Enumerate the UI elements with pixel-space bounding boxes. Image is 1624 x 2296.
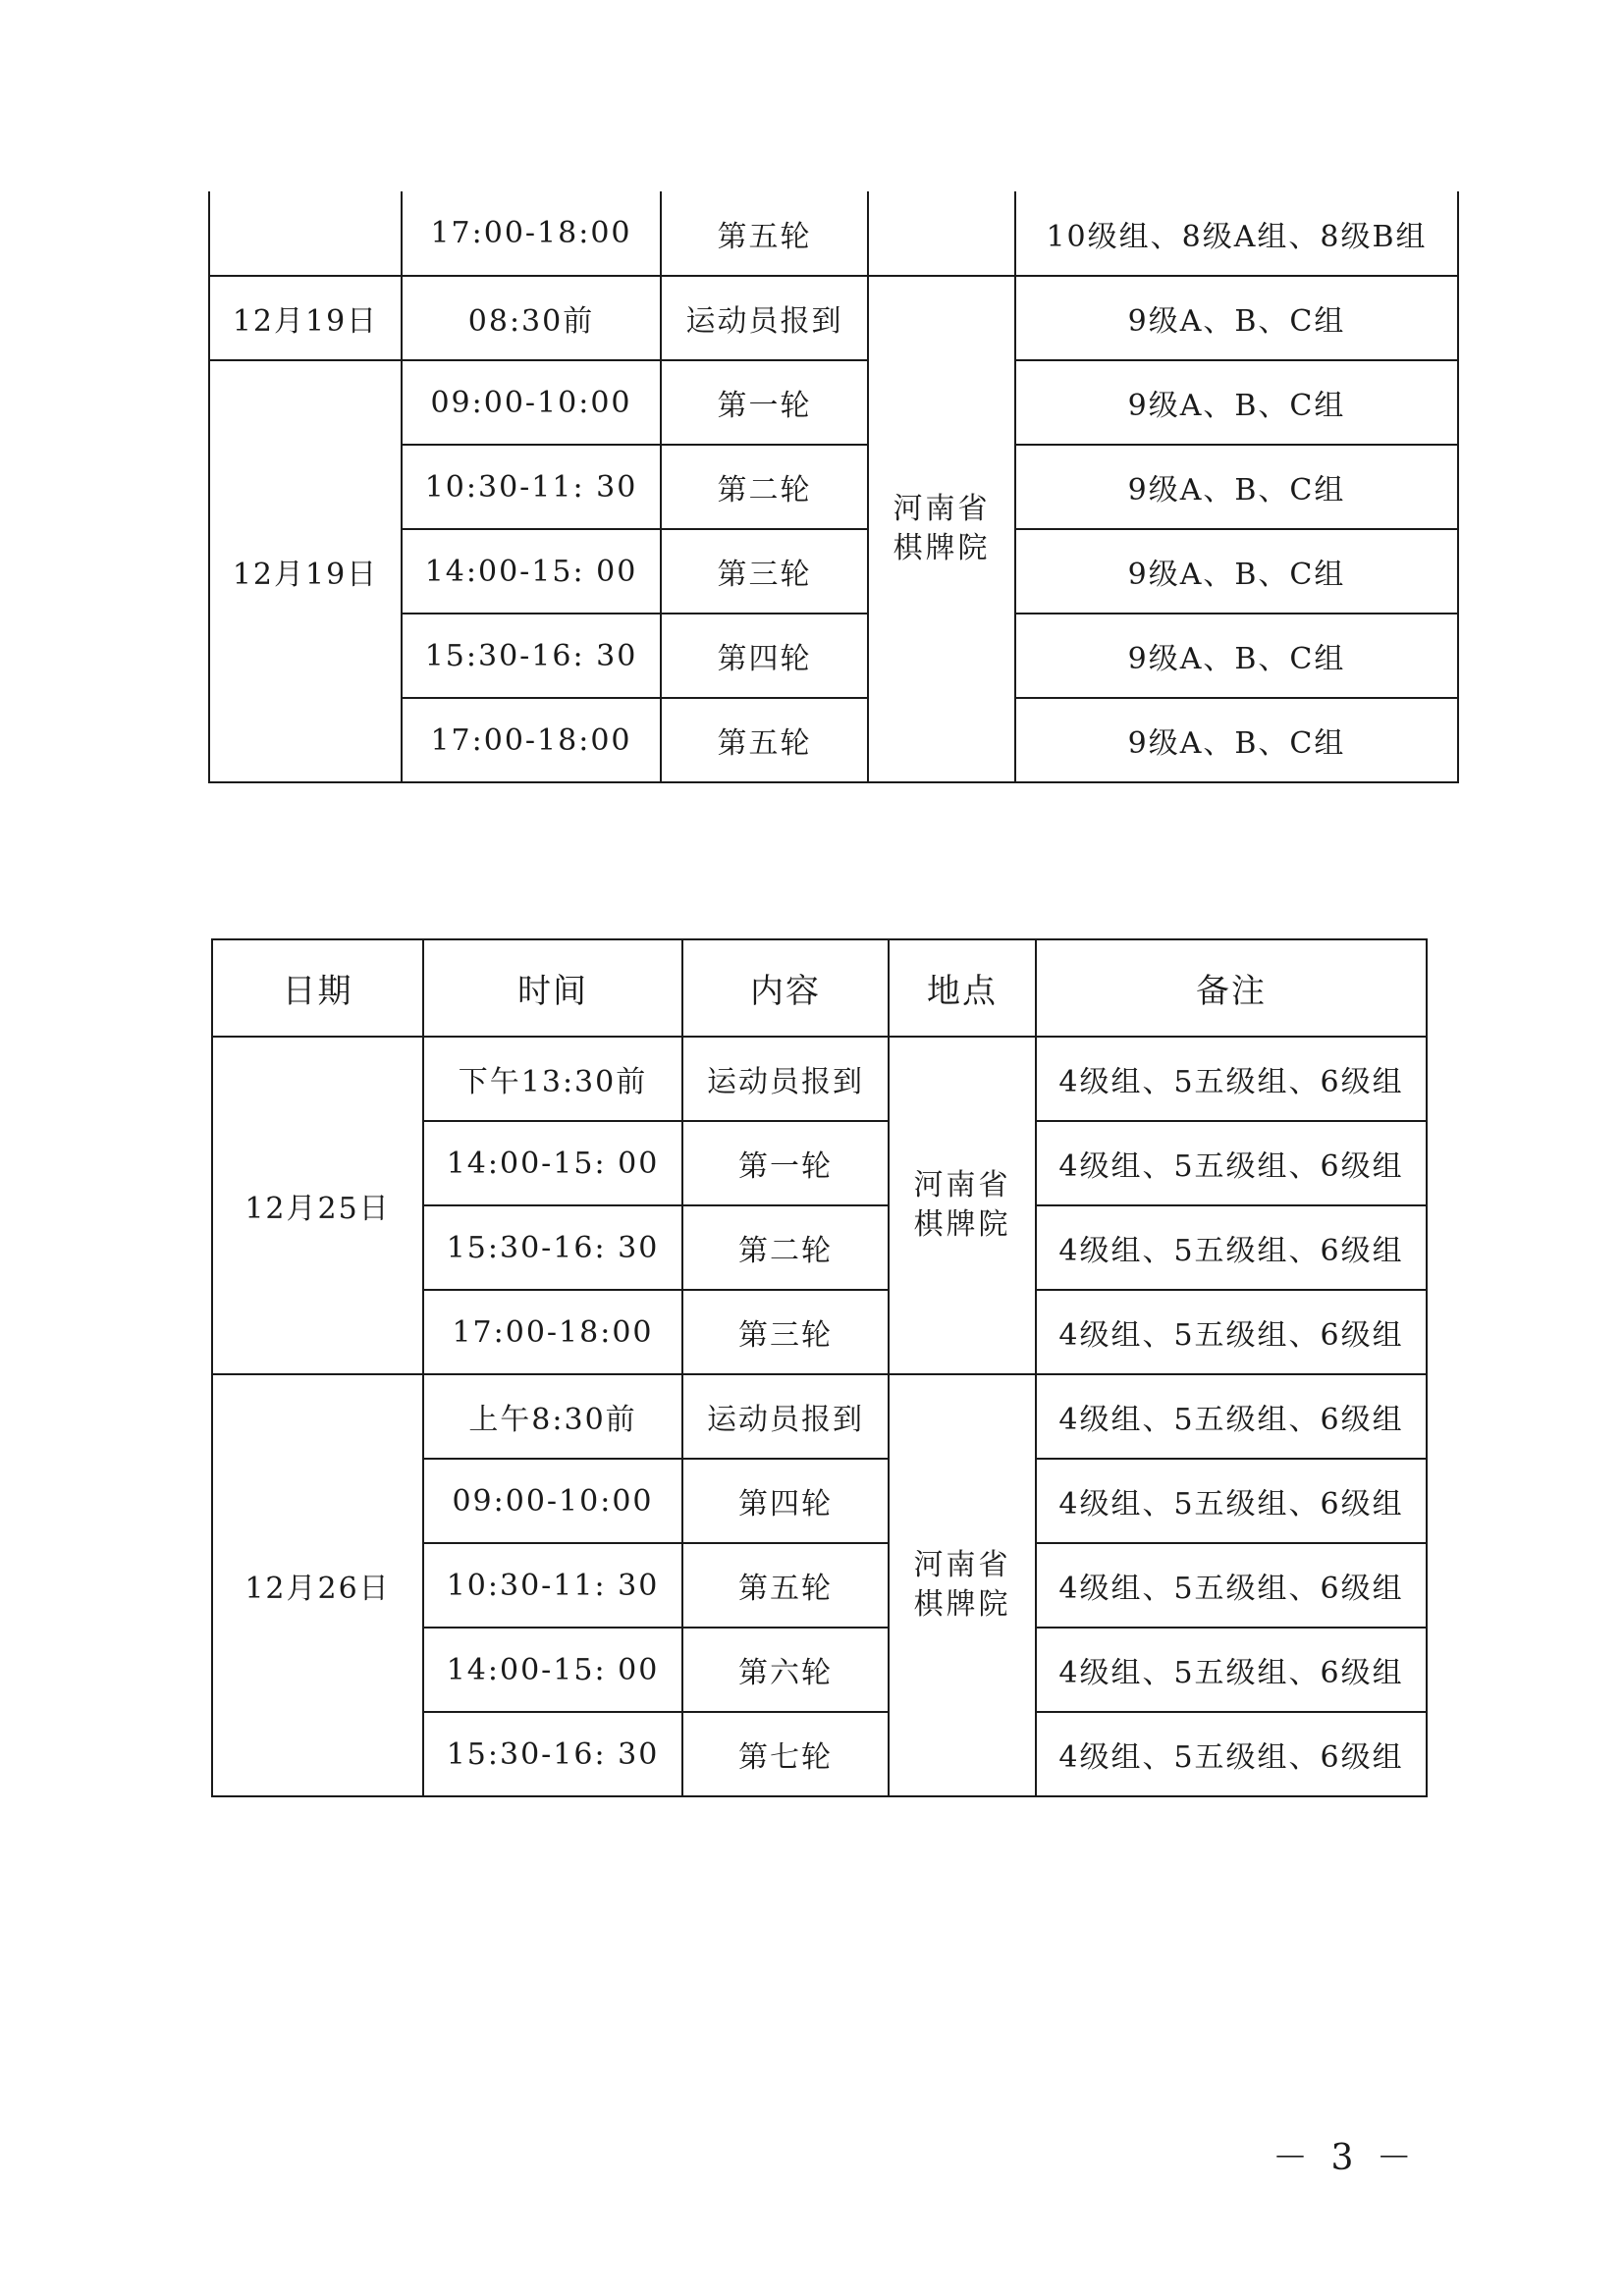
page-number: － 3 － [1272, 2138, 1418, 2178]
note-cell: 4级组、5五级组、6级组 [1036, 1374, 1427, 1459]
header-venue: 地点 [889, 939, 1036, 1037]
note-cell: 9级A、B、C组 [1015, 360, 1458, 445]
table-row [209, 191, 1458, 276]
note-cell: 9级A、B、C组 [1015, 529, 1458, 614]
note-cell: 4级组、5五级组、6级组 [1036, 1121, 1427, 1205]
note-cell: 4级组、5五级组、6级组 [1036, 1459, 1427, 1543]
date-cell: 12月19日 [209, 276, 402, 360]
content-cell: 第四轮 [661, 614, 868, 698]
content-cell: 第六轮 [682, 1628, 889, 1712]
date-cell: 12月25日 [212, 1037, 423, 1374]
content-cell: 第五轮 [682, 1543, 889, 1628]
header-note: 备注 [1036, 939, 1427, 1037]
venue-cell [889, 1374, 1036, 1796]
time-cell: 09:00-10:00 [402, 360, 661, 445]
content-cell: 第二轮 [661, 445, 868, 529]
note-cell: 4级组、5五级组、6级组 [1036, 1037, 1427, 1121]
table-row [212, 1037, 1427, 1121]
time-cell: 17:00-18:00 [402, 698, 661, 782]
venue-cell [868, 191, 1015, 276]
time-cell: 15:30-16: 30 [423, 1712, 682, 1796]
note-cell: 9级A、B、C组 [1015, 276, 1458, 360]
content-cell: 第一轮 [661, 360, 868, 445]
content-cell: 第三轮 [682, 1290, 889, 1374]
table-row [209, 276, 1458, 360]
header-content: 内容 [682, 939, 889, 1037]
date-cell: 12月19日 [209, 360, 402, 782]
content-cell: 第三轮 [661, 529, 868, 614]
note-cell: 9级A、B、C组 [1015, 614, 1458, 698]
note-cell: 9级A、B、C组 [1015, 698, 1458, 782]
header-time: 时间 [423, 939, 682, 1037]
table-row [212, 1374, 1427, 1459]
content-cell: 第二轮 [682, 1205, 889, 1290]
time-cell: 10:30-11: 30 [402, 445, 661, 529]
time-cell: 09:00-10:00 [423, 1459, 682, 1543]
note-cell: 4级组、5五级组、6级组 [1036, 1290, 1427, 1374]
time-cell: 下午13:30前 [423, 1037, 682, 1121]
date-cell [209, 191, 402, 276]
time-cell: 17:00-18:00 [402, 191, 661, 276]
content-cell: 运动员报到 [682, 1374, 889, 1459]
time-cell: 15:30-16: 30 [402, 614, 661, 698]
venue-text: 河南省棋牌院 [913, 1547, 1011, 1622]
time-cell: 15:30-16: 30 [423, 1205, 682, 1290]
note-cell: 4级组、5五级组、6级组 [1036, 1628, 1427, 1712]
content-cell: 运动员报到 [661, 276, 868, 360]
venue-text: 河南省棋牌院 [893, 491, 991, 565]
table-header-row [212, 939, 1427, 1037]
content-cell: 第四轮 [682, 1459, 889, 1543]
time-cell: 14:00-15: 00 [423, 1628, 682, 1712]
content-cell: 第五轮 [661, 698, 868, 782]
venue-cell [868, 276, 1015, 782]
content-cell: 运动员报到 [682, 1037, 889, 1121]
time-cell: 17:00-18:00 [423, 1290, 682, 1374]
venue-cell [889, 1037, 1036, 1374]
time-cell: 10:30-11: 30 [423, 1543, 682, 1628]
note-cell: 4级组、5五级组、6级组 [1036, 1205, 1427, 1290]
time-cell: 14:00-15: 00 [402, 529, 661, 614]
date-cell: 12月26日 [212, 1374, 423, 1796]
time-cell: 08:30前 [402, 276, 661, 360]
note-cell: 10级组、8级A组、8级B组 [1015, 191, 1458, 276]
schedule-table [211, 938, 1428, 1797]
table-row [209, 360, 1458, 445]
time-cell: 14:00-15: 00 [423, 1121, 682, 1205]
header-date: 日期 [212, 939, 423, 1037]
note-cell: 9级A、B、C组 [1015, 445, 1458, 529]
note-cell: 4级组、5五级组、6级组 [1036, 1712, 1427, 1796]
venue-text: 河南省棋牌院 [913, 1167, 1011, 1242]
content-cell: 第五轮 [661, 191, 868, 276]
content-cell: 第一轮 [682, 1121, 889, 1205]
content-cell: 第七轮 [682, 1712, 889, 1796]
time-cell: 上午8:30前 [423, 1374, 682, 1459]
schedule-table-continued [208, 191, 1459, 783]
note-cell: 4级组、5五级组、6级组 [1036, 1543, 1427, 1628]
